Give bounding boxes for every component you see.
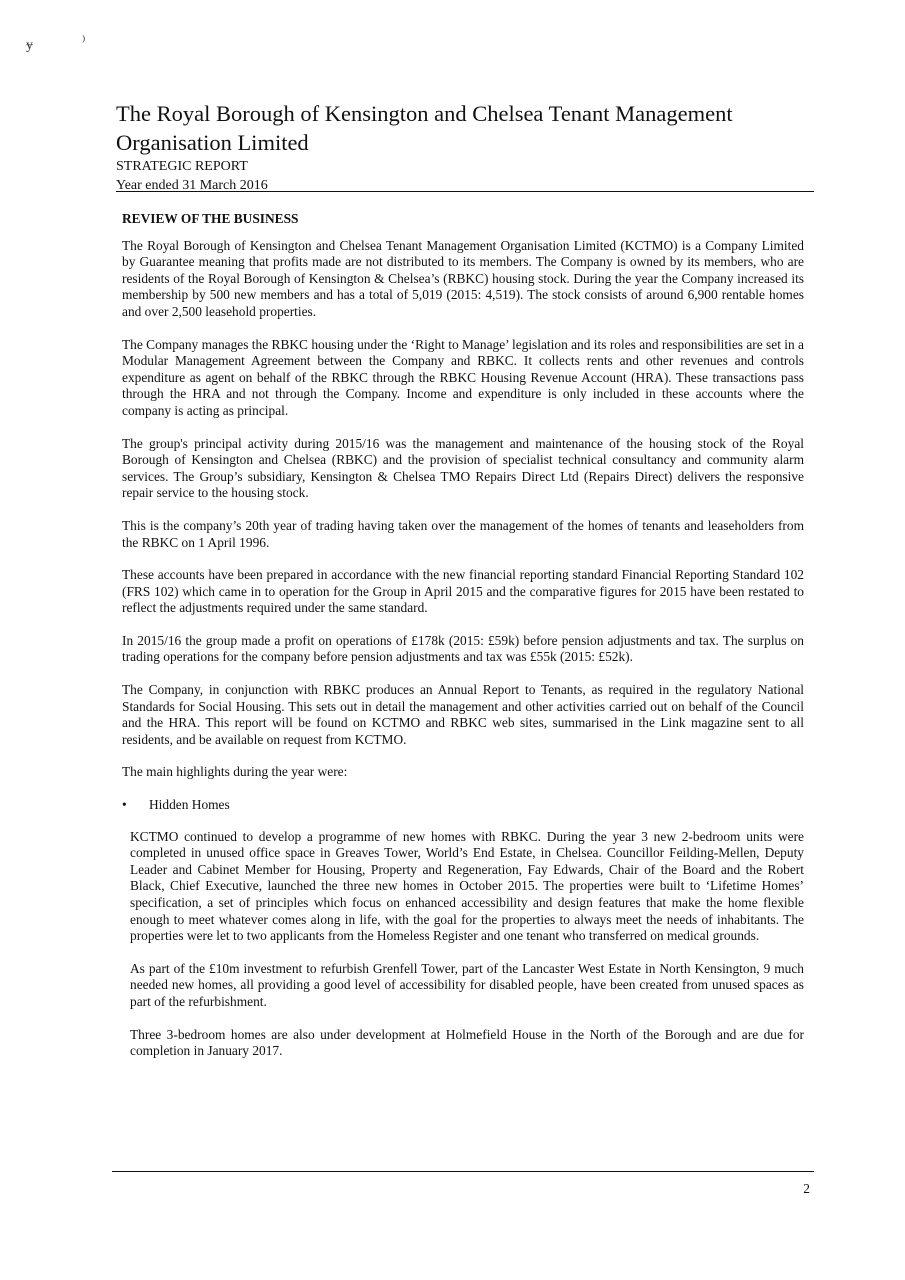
bullet-paragraph: Three 3-bedroom homes are also under development at Holmefield House in the North of the Borough and are due for completion in January 2017. — [130, 1026, 804, 1059]
document-title — [116, 99, 814, 157]
bullet-item — [122, 797, 804, 814]
body-paragraph: The Company manages the RBKC housing under the ‘Right to Manage’ legislation and its roles and responsibilities are set in a Modular Management Agreement between the Company and RBKC. It collects rents and other revenues and controls expenditure as agent on behalf of the RBKC through the RBKC Housing Revenue Account (HRA). These transactions pass through the HRA and not through the Company. Income and expenditure is only included in these accounts where the company is acting as principal. — [122, 336, 804, 418]
header-rule — [116, 191, 814, 192]
report-period: Year ended 31 March 2016 — [116, 178, 268, 193]
bullet-content — [130, 829, 804, 1060]
section-heading: REVIEW OF THE BUSINESS — [122, 211, 299, 226]
bullet-label: Hidden Homes — [149, 797, 230, 813]
scan-mark: ⁾ — [82, 35, 86, 50]
scan-mark: ɏ — [26, 38, 33, 53]
body-paragraph: The Company, in conjunction with RBKC produces an Annual Report to Tenants, as required in the regulatory National Standards for Social Housing. This sets out in detail the management and other activities carried out on behalf of the Council and the HRA. This report will be found on KCTMO and RBKC web sites, summarised in the Link magazine sent to all residents, and be available on request from KCTMO. — [122, 682, 804, 747]
body-paragraph: The group's principal activity during 2015/16 was the management and maintenance of the housing stock of the Royal Borough of Kensington and Chelsea (RBKC) and the provision of specialist technical consultancy and community alarm services. The Group’s subsidiary, Kensington & Chelsea TMO Repairs Direct Ltd (Repairs Direct) delivers the responsive repair service to the housing stock. — [122, 435, 804, 501]
bullet-paragraph: KCTMO continued to develop a programme of new homes with RBKC. During the year 3 new 2-bedroom units were completed in unused office space in Greaves Tower, World’s End Estate, in Chelsea. Councillor Feilding-Mellen, Deputy Leader and Cabinet Member for Housing, Property and Regeneration, Fay Edwards, Chair of the Board and the Robert Black, Chief Executive, launched the three new homes in October 2015. The properties were built to ‘Lifetime Homes’ specification, a set of principles which focus on enhanced accessibility and design features that make the home flexible enough to meet whatever comes along in life, with the goal for the properties to always meet the needs of inhabitants. The properties were let to two applicants from the Homeless Register and one tenant who transferred on medical grounds. — [130, 828, 804, 944]
body-paragraph: In 2015/16 the group made a profit on operations of £178k (2015: £59k) before pension adjustments and tax. The surplus on trading operations for the company before pension adjustments and tax was £55k (2015: £52k). — [122, 632, 804, 665]
footer-rule — [112, 1171, 814, 1172]
document-header — [116, 99, 814, 195]
body-paragraph: This is the company’s 20th year of trading having taken over the management of the homes of tenants and leaseholders from the RBKC on 1 April 1996. — [122, 517, 804, 550]
document-title-line: Organisation Limited — [116, 130, 309, 155]
body-paragraph: These accounts have been prepared in accordance with the new financial reporting standard Financial Reporting Standard 102 (FRS 102) which came in to operation for the Group in April 2015 and the comparative figures for 2015 have been restated to reflect the adjustments required under the same standard. — [122, 567, 804, 616]
document-body — [122, 211, 804, 1076]
bullet-paragraph: As part of the £10m investment to refurbish Grenfell Tower, part of the Lancaster West Estate in North Kensington, 9 much needed new homes, all providing a good level of accessibility for disabled people, have been created from unused spaces as part of the refurbishment. — [130, 960, 804, 1009]
bullet-symbol: • — [122, 797, 127, 813]
document-title-line: The Royal Borough of Kensington and Chelsea Tenant Management — [116, 101, 733, 126]
body-paragraph: The Royal Borough of Kensington and Chelsea Tenant Management Organisation Limited (KCTMO) is a Company Limited by Guarantee meaning that profits made are not distributed to its members. The Company is owned by its members, who are residents of the Royal Borough of Kensington & Chelsea’s (RBKC) housing stock. During the year the Company increased its membership by 500 new members and has a total of 5,019 (2015: 4,519). The stock consists of around 6,900 rentable homes and over 2,500 leasehold properties. — [122, 237, 804, 319]
page-number: 2 — [803, 1181, 810, 1196]
body-paragraph: The main highlights during the year were: — [122, 764, 348, 780]
report-type: STRATEGIC REPORT — [116, 159, 248, 174]
